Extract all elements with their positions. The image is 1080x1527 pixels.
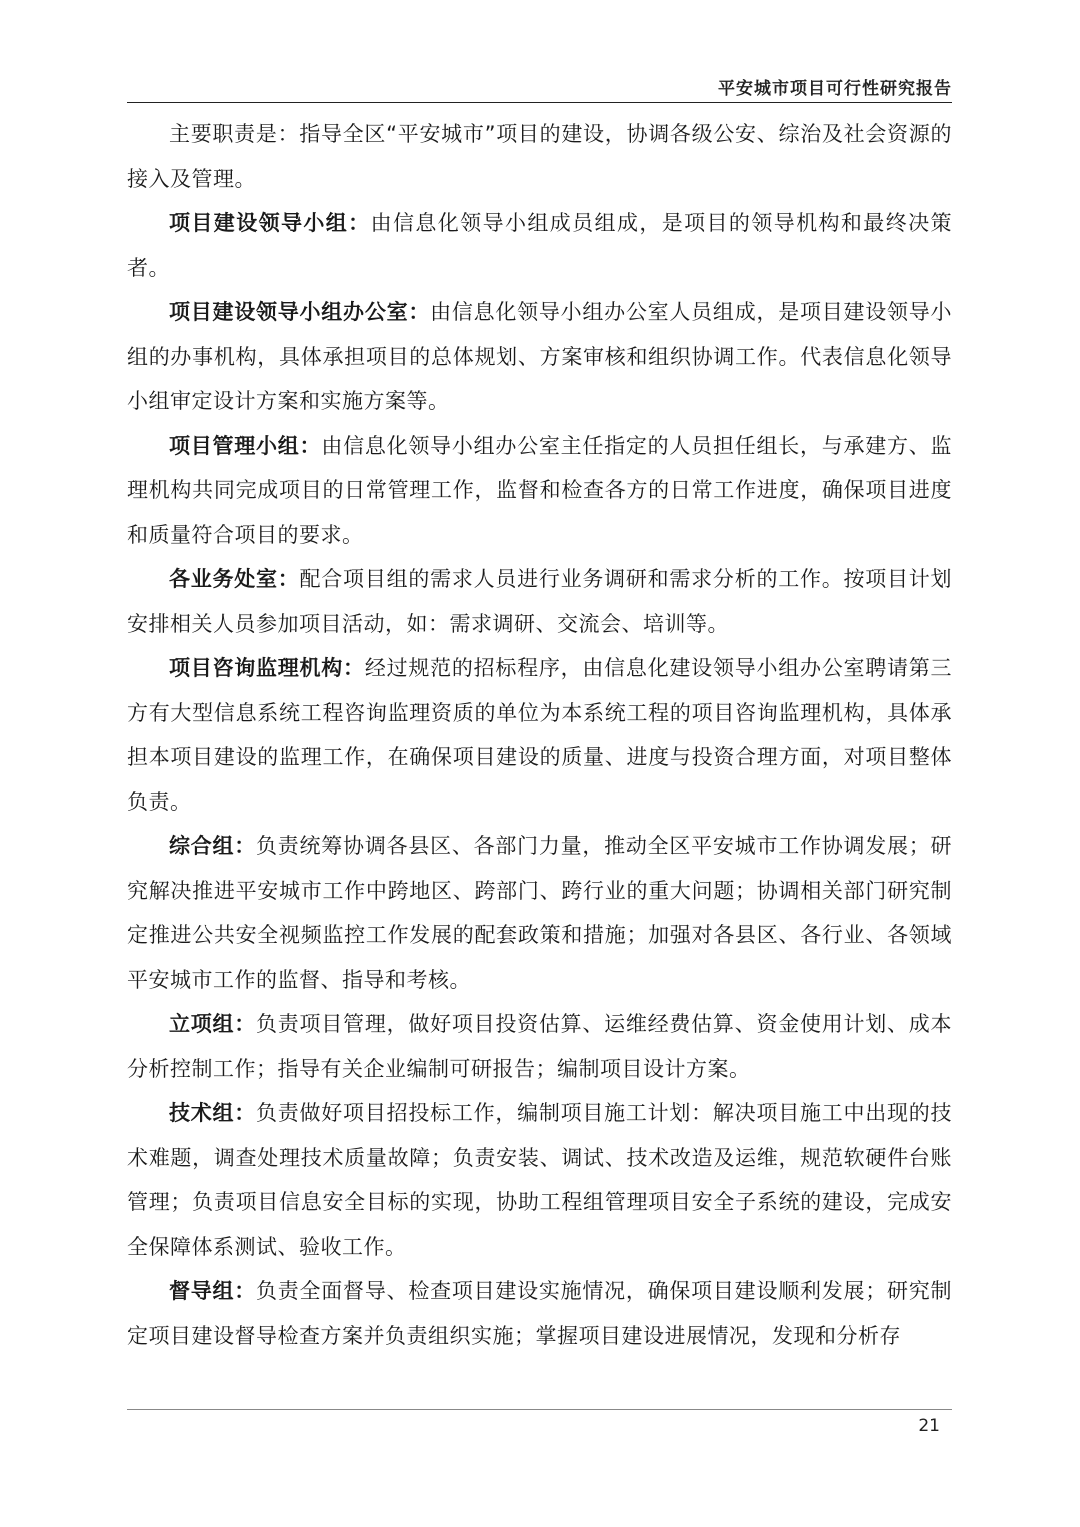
paragraph-text: 由信息化领导小组办公室主任指定的人员担任组长，与承建方、监理机构共同完成项目的日常管理工作，监督和检查各方的日常工作进度，确保项目进度和质量符合项目的要求。 <box>127 433 953 547</box>
paragraph <box>127 290 952 424</box>
paragraph <box>127 424 952 558</box>
paragraph-text: 配合项目组的需求人员进行业务调研和需求分析的工作。按项目计划安排相关人员参加项目活动，如：需求调研、交流会、培训等。 <box>127 567 953 636</box>
paragraph-text: 负责统筹协调各县区、各部门力量，推动全区平安城市工作协调发展；研究解决推进平安城市工作中跨地区、跨部门、跨行业的重大问题；协调相关部门研究制定推进公共安全视频监控工作发展的配套政策和措施；加强对各县区、各行业、各领域平安城市工作的监督、指导和考核。 <box>127 834 952 992</box>
paragraph-text: 由信息化领导小组成员组成，是项目的领导机构和最终决策者。 <box>127 211 953 280</box>
paragraph-term: 项目建设领导小组办公室： <box>169 300 431 324</box>
paragraph-term: 项目建设领导小组： <box>169 211 371 235</box>
paragraph-term: 项目管理小组： <box>169 433 322 458</box>
paragraph-text: 主要职责是：指导全区“平安城市”项目的建设，协调各级公安、综治及社会资源的接入及管理。 <box>127 122 952 191</box>
page-footer <box>127 1409 952 1436</box>
paragraph-text: 由信息化领导小组办公室人员组成，是项目建设领导小组的办事机构，具体承担项目的总体规划、方案审核和组织协调工作。代表信息化领导小组审定设计方案和实施方案等。 <box>127 300 953 413</box>
paragraph-term: 综合组： <box>169 834 257 858</box>
paragraph-term: 立项组： <box>169 1012 257 1036</box>
paragraph-term: 技术组： <box>169 1101 257 1125</box>
paragraph <box>127 1269 952 1358</box>
paragraph <box>127 1002 952 1091</box>
paragraph <box>127 646 952 824</box>
paragraph-text: 负责项目管理，做好项目投资估算、运维经费估算、资金使用计划、成本分析控制工作；指导有关企业编制可研报告；编制项目设计方案。 <box>127 1012 952 1081</box>
paragraph-text: 经过规范的招标程序，由信息化建设领导小组办公室聘请第三方有大型信息系统工程咨询监理资质的单位为本系统工程的项目咨询监理机构，具体承担本项目建设的监理工作，在确保项目建设的质量、进度与投资合理方面，对项目整体负责。 <box>127 656 953 814</box>
paragraph-text: 负责做好项目招投标工作，编制项目施工计划：解决项目施工中出现的技术难题，调查处理技术质量故障；负责安装、调试、技术改造及运维，规范软硬件台账管理；负责项目信息安全目标的实现，协助工程组管理项目安全子系统的建设，完成安全保障体系测试、验收工作。 <box>127 1101 952 1259</box>
header-title: 平安城市项目可行性研究报告 <box>718 79 952 99</box>
paragraph <box>127 112 952 201</box>
paragraph <box>127 201 952 290</box>
document-body <box>127 112 952 1358</box>
page-header <box>127 74 952 103</box>
paragraph-term: 项目咨询监理机构： <box>169 656 365 680</box>
page-number: 21 <box>918 1416 940 1436</box>
paragraph-text: 负责全面督导、检查项目建设实施情况，确保项目建设顺利发展；研究制定项目建设督导检查方案并负责组织实施；掌握项目建设进展情况，发现和分析存 <box>127 1279 952 1348</box>
paragraph-term: 督导组： <box>169 1279 257 1303</box>
paragraph <box>127 824 952 1002</box>
paragraph-term: 各业务处室： <box>169 567 300 591</box>
paragraph <box>127 1091 952 1269</box>
paragraph <box>127 557 952 646</box>
